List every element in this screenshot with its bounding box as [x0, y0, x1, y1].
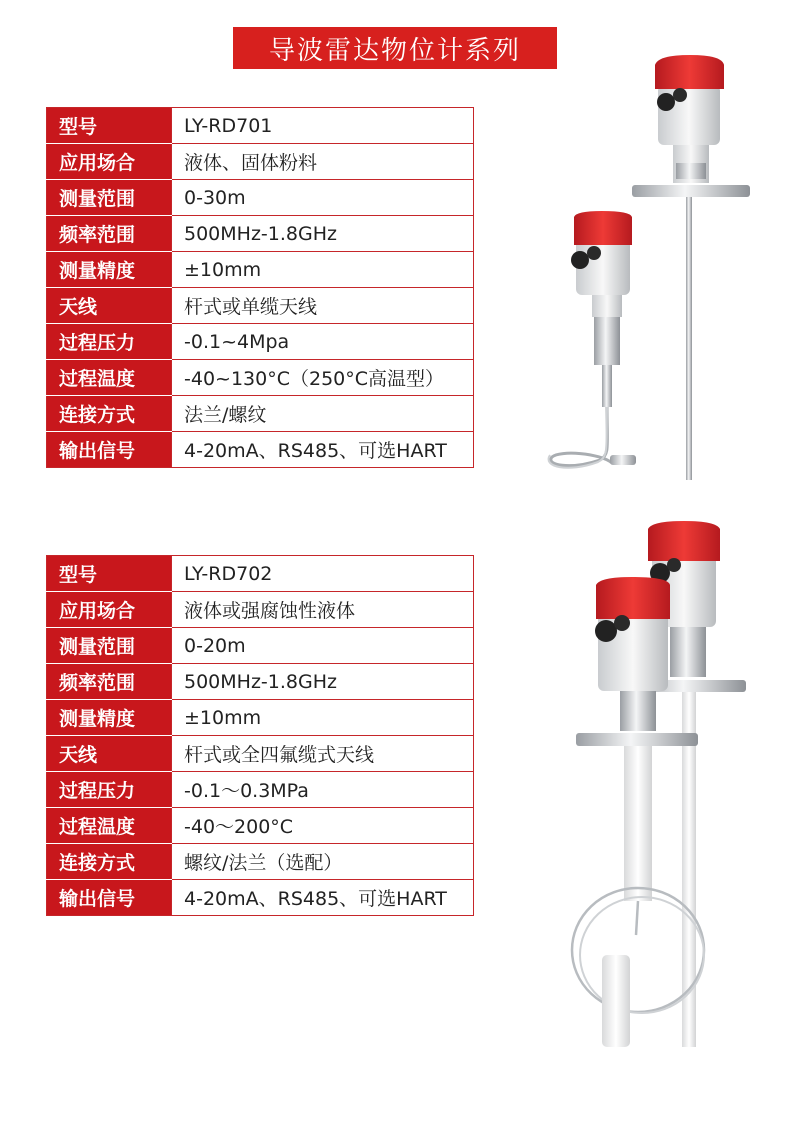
spec-value: 4-20mA、RS485、可选HART [172, 880, 474, 916]
page-title: 导波雷达物位计系列 [233, 27, 557, 69]
table-row [47, 700, 474, 736]
table-row [47, 880, 474, 916]
spec-value: 杆式或全四氟缆式天线 [172, 736, 474, 772]
spec-label: 过程压力 [47, 772, 172, 808]
spec-value: -0.1～0.3MPa [172, 772, 474, 808]
spec-value: 500MHz-1.8GHz [172, 216, 474, 252]
table-row [47, 216, 474, 252]
spec-label: 测量范围 [47, 180, 172, 216]
gauge-cable-antenna [549, 211, 636, 468]
spec-label: 测量精度 [47, 252, 172, 288]
spec-value: 螺纹/法兰（选配） [172, 844, 474, 880]
spec-label: 测量范围 [47, 628, 172, 664]
spec-table-rd702 [46, 555, 474, 916]
spec-label: 输出信号 [47, 432, 172, 468]
spec-value: 杆式或单缆天线 [172, 288, 474, 324]
table-row [47, 180, 474, 216]
gauge-rod-antenna [632, 55, 750, 480]
spec-value: 0-30m [172, 180, 474, 216]
spec-value: -40～200°C [172, 808, 474, 844]
spec-label: 型号 [47, 108, 172, 144]
product-image-rd701 [540, 45, 770, 485]
spec-label: 过程压力 [47, 324, 172, 360]
spec-label: 应用场合 [47, 144, 172, 180]
spec-label: 频率范围 [47, 664, 172, 700]
spec-table-rd701 [46, 107, 474, 468]
table-row [47, 736, 474, 772]
spec-label: 测量精度 [47, 700, 172, 736]
spec-value: -0.1~4Mpa [172, 324, 474, 360]
spec-value: 500MHz-1.8GHz [172, 664, 474, 700]
spec-label: 应用场合 [47, 592, 172, 628]
spec-label: 天线 [47, 736, 172, 772]
spec-label: 输出信号 [47, 880, 172, 916]
table-row [47, 844, 474, 880]
table-row [47, 664, 474, 700]
table-row [47, 556, 474, 592]
table-row [47, 772, 474, 808]
table-row [47, 628, 474, 664]
spec-value: ±10mm [172, 700, 474, 736]
table-row [47, 144, 474, 180]
spec-label: 过程温度 [47, 808, 172, 844]
spec-label: 天线 [47, 288, 172, 324]
table-row [47, 252, 474, 288]
product-image-rd702 [540, 515, 770, 1055]
spec-value: 4-20mA、RS485、可选HART [172, 432, 474, 468]
spec-label: 过程温度 [47, 360, 172, 396]
spec-value: LY-RD702 [172, 556, 474, 592]
spec-label: 连接方式 [47, 844, 172, 880]
spec-value: 法兰/螺纹 [172, 396, 474, 432]
table-row [47, 396, 474, 432]
table-row [47, 360, 474, 396]
spec-value: 0-20m [172, 628, 474, 664]
table-row [47, 288, 474, 324]
table-row [47, 108, 474, 144]
table-row [47, 808, 474, 844]
spec-label: 型号 [47, 556, 172, 592]
table-row [47, 432, 474, 468]
spec-value: -40~130°C（250°C高温型） [172, 360, 474, 396]
table-row [47, 324, 474, 360]
spec-label: 频率范围 [47, 216, 172, 252]
spec-label: 连接方式 [47, 396, 172, 432]
spec-value: LY-RD701 [172, 108, 474, 144]
spec-value: 液体或强腐蚀性液体 [172, 592, 474, 628]
spec-value: ±10mm [172, 252, 474, 288]
spec-value: 液体、固体粉料 [172, 144, 474, 180]
table-row [47, 592, 474, 628]
